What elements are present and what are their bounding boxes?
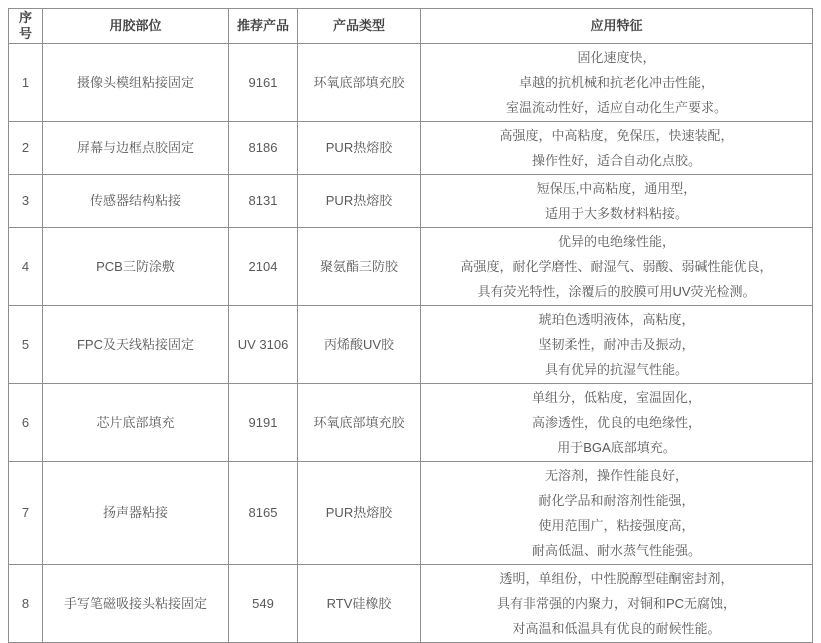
- table-row: [9, 306, 813, 384]
- feature-line: 优异的电绝缘性能，: [557, 234, 675, 249]
- cell-type: PUR热熔胶: [298, 462, 421, 565]
- table-row: [9, 122, 813, 175]
- cell-features: [421, 384, 813, 462]
- cell-product: 8186: [229, 122, 298, 175]
- cell-type: 丙烯酸UV胶: [298, 306, 421, 384]
- feature-line: 室温流动性好，适应自动化生产要求。: [505, 100, 727, 115]
- feature-line: 短保压,中高粘度，通用型，: [536, 181, 697, 196]
- feature-line: 耐化学品和耐溶剂性能强，: [538, 493, 695, 508]
- cell-type: PUR热熔胶: [298, 122, 421, 175]
- table-row: [9, 384, 813, 462]
- column-header-features: 应用特征: [421, 9, 813, 44]
- cell-part: FPC及天线粘接固定: [43, 306, 229, 384]
- cell-part: 屏幕与边框点胶固定: [43, 122, 229, 175]
- table-row: [9, 175, 813, 228]
- cell-features: [421, 122, 813, 175]
- cell-no: 8: [9, 565, 43, 643]
- cell-features: [421, 565, 813, 643]
- table-row: [9, 44, 813, 122]
- feature-line: 对高温和低温具有优良的耐候性能。: [512, 621, 721, 636]
- cell-no: 4: [9, 228, 43, 306]
- cell-features: [421, 228, 813, 306]
- feature-line: 卓越的抗机械和抗老化冲击性能，: [518, 75, 714, 90]
- feature-line: 透明，单组份，中性脱醇型硅酮密封剂，: [499, 571, 734, 586]
- feature-line: 适用于大多数材料粘接。: [544, 206, 688, 221]
- feature-line: 固化速度快，: [577, 50, 656, 65]
- feature-line: 操作性好，适合自动化点胶。: [531, 153, 701, 168]
- cell-product: 8131: [229, 175, 298, 228]
- feature-line: 用于BGA底部填充。: [557, 440, 676, 455]
- feature-line: 无溶剂，操作性能良好，: [544, 468, 688, 483]
- feature-line: 耐高低温、耐水蒸气性能强。: [531, 543, 701, 558]
- feature-line: 单组分，低粘度，室温固化，: [531, 390, 701, 405]
- column-header-product: 推荐产品: [229, 9, 298, 44]
- cell-part: 手写笔磁吸接头粘接固定: [43, 565, 229, 643]
- table-row: [9, 228, 813, 306]
- cell-features: [421, 44, 813, 122]
- feature-line: 具有非常强的内聚力，对铜和PC无腐蚀，: [496, 596, 737, 611]
- cell-part: 芯片底部填充: [43, 384, 229, 462]
- cell-no: 1: [9, 44, 43, 122]
- cell-no: 7: [9, 462, 43, 565]
- cell-no: 3: [9, 175, 43, 228]
- feature-line: 高强度，中高粘度，免保压，快速装配，: [499, 128, 734, 143]
- cell-features: [421, 306, 813, 384]
- feature-line: 高强度，耐化学磨性、耐湿气、弱酸、弱碱性能优良，: [460, 259, 773, 274]
- cell-product: UV 3106: [229, 306, 298, 384]
- table-row: [9, 565, 813, 643]
- cell-part: 摄像头模组粘接固定: [43, 44, 229, 122]
- cell-part: 扬声器粘接: [43, 462, 229, 565]
- cell-product: 549: [229, 565, 298, 643]
- cell-product: 9161: [229, 44, 298, 122]
- cell-type: PUR热熔胶: [298, 175, 421, 228]
- cell-product: 8165: [229, 462, 298, 565]
- feature-line: 具有荧光特性，涂覆后的胶膜可用UV荧光检测。: [477, 284, 756, 299]
- cell-type: 环氧底部填充胶: [298, 44, 421, 122]
- cell-part: PCB三防涂敷: [43, 228, 229, 306]
- column-header-part: 用胶部位: [43, 9, 229, 44]
- adhesive-application-table: [8, 8, 813, 643]
- feature-line: 琥珀色透明液体，高粘度，: [538, 312, 695, 327]
- feature-line: 具有优异的抗湿气性能。: [544, 362, 688, 377]
- cell-type: 聚氨酯三防胶: [298, 228, 421, 306]
- feature-line: 高渗透性，优良的电绝缘性，: [531, 415, 701, 430]
- column-header-no: 序号: [9, 9, 43, 44]
- cell-product: 9191: [229, 384, 298, 462]
- cell-features: [421, 462, 813, 565]
- cell-features: [421, 175, 813, 228]
- cell-type: 环氧底部填充胶: [298, 384, 421, 462]
- cell-product: 2104: [229, 228, 298, 306]
- cell-no: 5: [9, 306, 43, 384]
- cell-no: 2: [9, 122, 43, 175]
- table-row: [9, 462, 813, 565]
- column-header-type: 产品类型: [298, 9, 421, 44]
- cell-type: RTV硅橡胶: [298, 565, 421, 643]
- feature-line: 使用范围广，粘接强度高，: [538, 518, 695, 533]
- table-header-row: [9, 9, 813, 44]
- cell-part: 传感器结构粘接: [43, 175, 229, 228]
- cell-no: 6: [9, 384, 43, 462]
- feature-line: 坚韧柔性，耐冲击及振动，: [538, 337, 695, 352]
